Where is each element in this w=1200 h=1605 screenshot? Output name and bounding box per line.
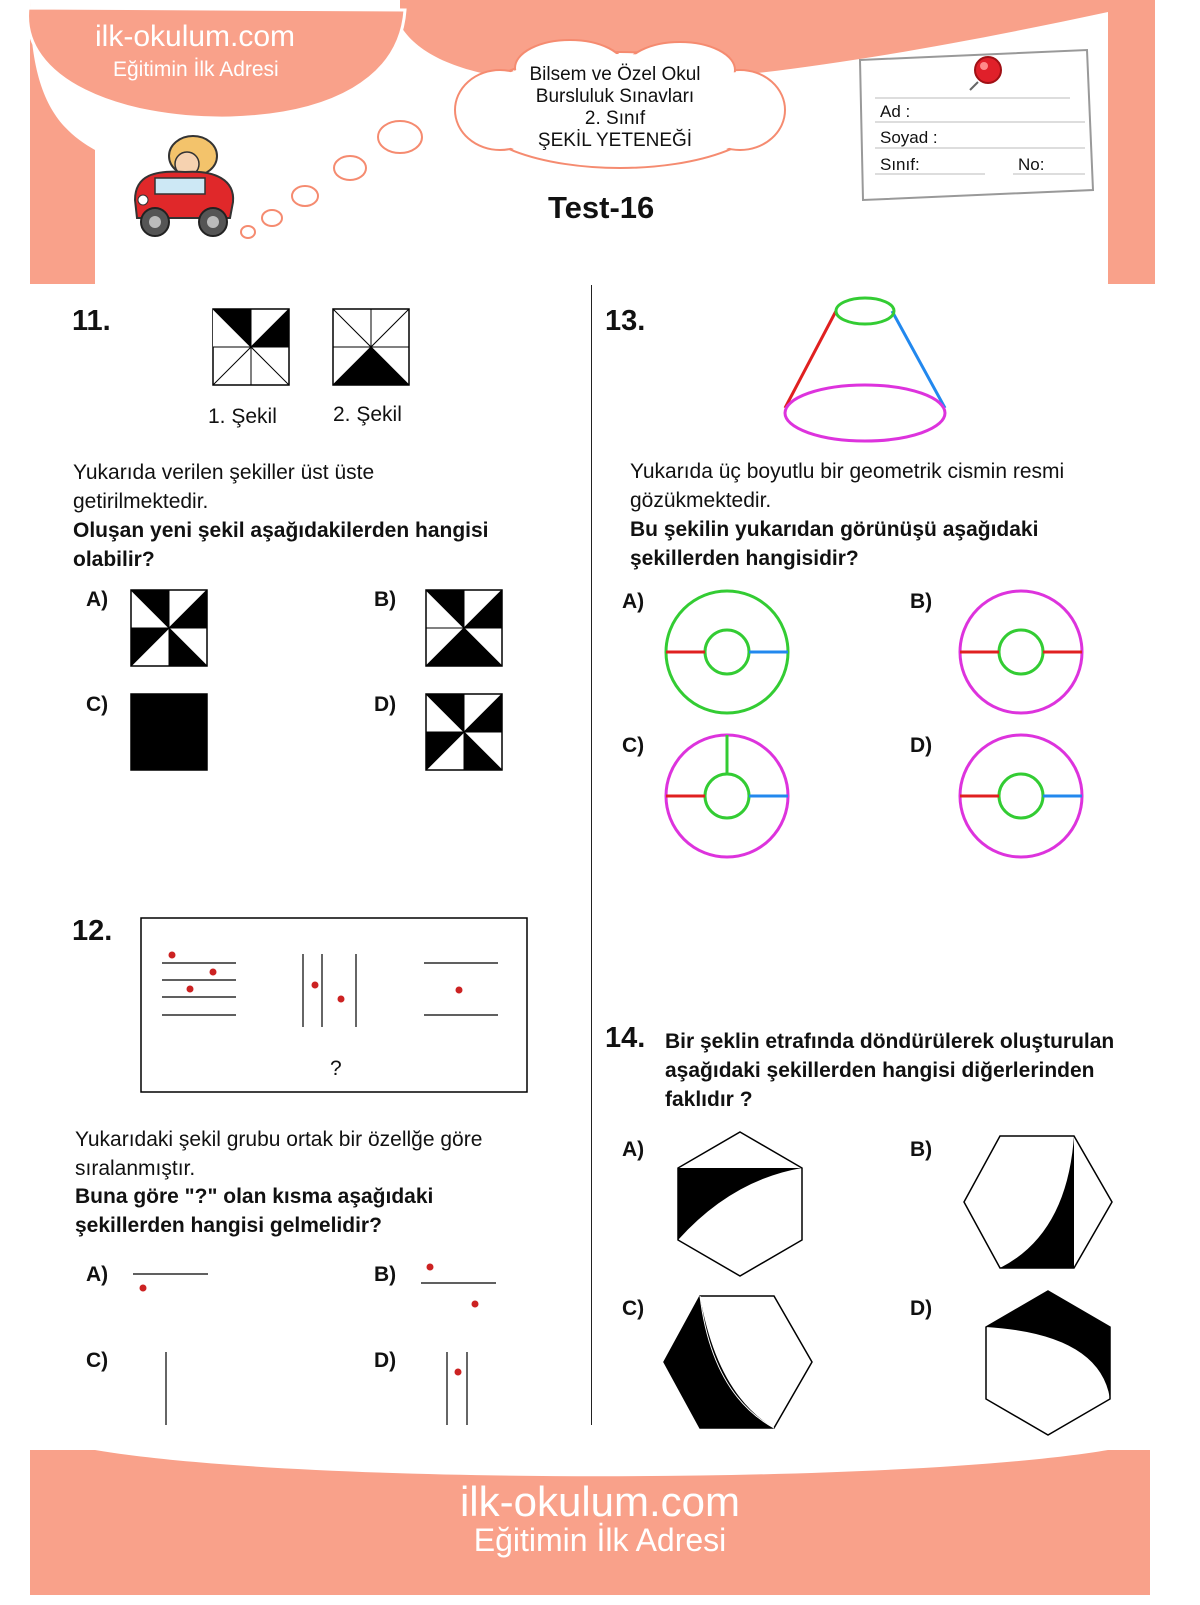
form-sinif-label: Sınıf: [880, 155, 920, 174]
q12-option-c-figure[interactable] [158, 1350, 178, 1430]
q12-unknown-mark: ? [330, 1057, 342, 1080]
q11-figure-1-caption: 1. Şekil [208, 405, 277, 428]
q12-option-d-figure[interactable] [440, 1350, 480, 1430]
test-title: Test-16 [548, 190, 655, 225]
q11-figure-1 [212, 308, 292, 388]
q12-option-b-label[interactable]: B) [374, 1263, 397, 1286]
q14-option-c-label[interactable]: C) [622, 1297, 645, 1320]
q14-option-a-label[interactable]: A) [622, 1138, 645, 1161]
form-ad-label: Ad : [880, 102, 911, 121]
footer-brand[interactable]: ilk-okulum.com [459, 1478, 741, 1525]
cloud-line-3: 2. Sınıf [584, 108, 646, 129]
q13-cone-figure [780, 293, 960, 453]
form-soyad-label: Soyad : [880, 128, 938, 147]
q11-text: Yukarıda verilen şekiller üst üste getirilmektedir. [73, 461, 375, 513]
q14-option-b-label[interactable]: B) [910, 1138, 933, 1161]
q11-figure-2-caption: 2. Şekil [333, 403, 402, 426]
q11-figure-2 [332, 308, 412, 388]
header-brand-sub: Eğitimin İlk Adresi [113, 58, 279, 81]
q11-number: 11. [72, 305, 111, 337]
q13-option-c-label[interactable]: C) [622, 734, 645, 757]
cloud-line-2: Bursluluk Sınavları [535, 86, 695, 107]
q13-option-d-figure[interactable] [951, 728, 1091, 868]
q11-option-b-label[interactable]: B) [374, 588, 397, 611]
q11-option-b-figure[interactable] [425, 589, 505, 669]
pushpin-icon [968, 52, 1008, 92]
cloud-line-1: Bilsem ve Özel Okul [529, 64, 701, 85]
q12-number: 12. [72, 915, 113, 947]
q14-option-d-label[interactable]: D) [910, 1297, 933, 1320]
footer-brand-sub: Eğitimin İlk Adresi [473, 1522, 727, 1558]
q12-question: Buna göre "?" olan kısma aşağıdaki şekillerden hangisi gelmelidir? [75, 1185, 434, 1237]
header-brand[interactable]: ilk-okulum.com [95, 20, 296, 53]
q11-option-c-label[interactable]: C) [86, 693, 109, 716]
cartoon-car-illustration [125, 130, 245, 250]
q14-option-c-figure[interactable] [662, 1294, 822, 1434]
q12-option-c-label[interactable]: C) [86, 1349, 109, 1372]
q11-option-a-figure[interactable] [130, 589, 210, 669]
column-divider [591, 285, 592, 1425]
q13-option-d-label[interactable]: D) [910, 734, 933, 757]
q14-option-d-figure[interactable] [980, 1289, 1120, 1439]
q13-option-a-label[interactable]: A) [622, 590, 645, 613]
q12-text: Yukarıdaki şekil grubu ortak bir özellğe göre sıralanmıştır. [75, 1128, 483, 1180]
q13-option-a-figure[interactable] [657, 584, 797, 724]
q13-number: 13. [605, 305, 646, 337]
q14-question: Bir şeklin etrafında döndürülerek oluşturulan aşağıdaki şekillerden hangisi diğerlerinden faklıdır ? [665, 1030, 1115, 1111]
q14-option-a-figure[interactable] [672, 1130, 812, 1280]
q11-option-d-label[interactable]: D) [374, 693, 397, 716]
q11-option-c-figure[interactable] [130, 693, 210, 773]
q13-option-b-figure[interactable] [951, 584, 1091, 724]
q13-option-b-label[interactable]: B) [910, 590, 933, 613]
cloud-line-4: ŞEKİL YETENEĞİ [537, 130, 693, 151]
q13-option-c-figure[interactable] [657, 728, 797, 868]
q11-option-d-figure[interactable] [425, 693, 505, 773]
q12-option-a-figure[interactable] [130, 1262, 220, 1302]
q13-question: Bu şekilin yukarıdan görünüşü aşağıdaki şekillerden hangisidir? [630, 518, 1039, 570]
q14-number: 14. [605, 1022, 646, 1054]
q12-option-a-label[interactable]: A) [86, 1263, 109, 1286]
form-no-label: No: [1018, 155, 1045, 174]
q13-text: Yukarıda üç boyutlu bir geometrik cismin resmi gözükmektedir. [630, 460, 1065, 512]
q11-option-a-label[interactable]: A) [86, 588, 109, 611]
q11-question: Oluşan yeni şekil aşağıdakilerden hangisi olabilir? [73, 519, 489, 571]
q12-option-d-label[interactable]: D) [374, 1349, 397, 1372]
q12-option-b-figure[interactable] [418, 1258, 508, 1318]
q14-option-b-figure[interactable] [962, 1134, 1122, 1274]
cloud-title [495, 64, 735, 152]
